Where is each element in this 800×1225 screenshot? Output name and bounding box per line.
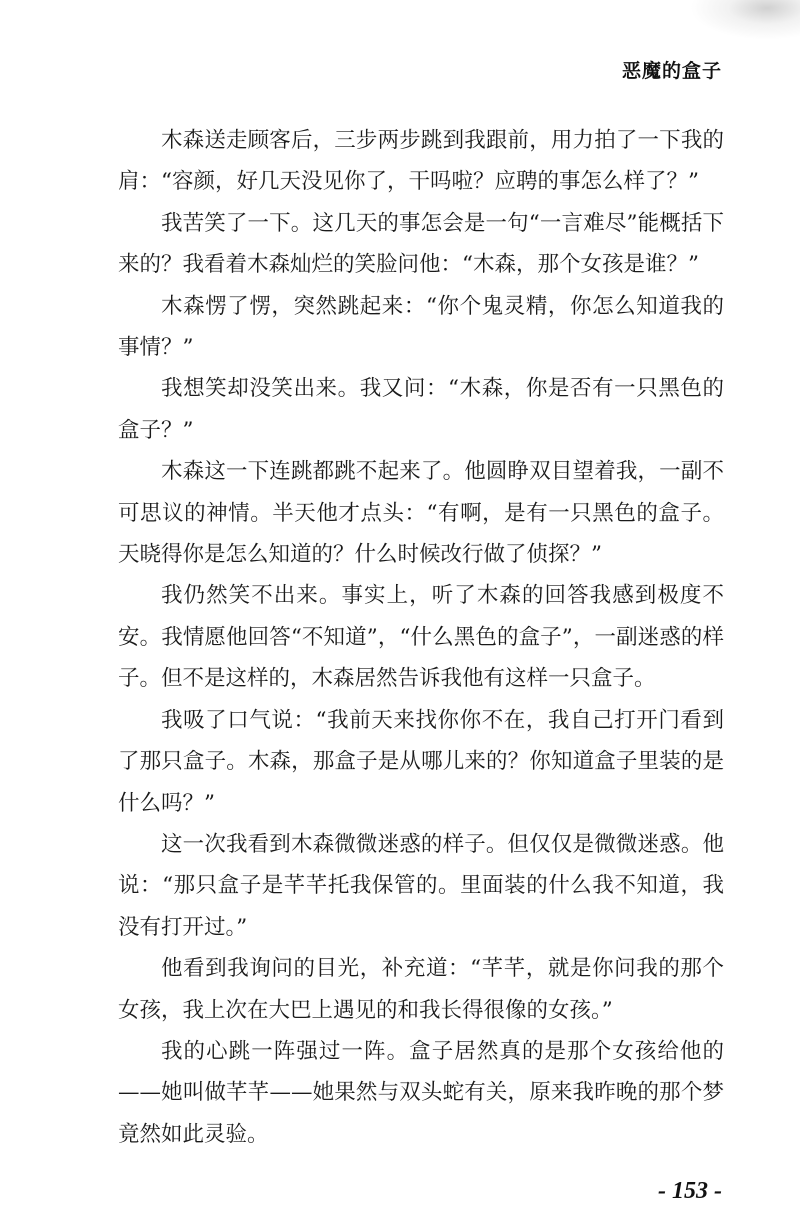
scan-smudge xyxy=(690,0,800,40)
paragraph: 这一次我看到木森微微迷惑的样子。但仅仅是微微迷惑。他说：“那只盒子是芊芊托我保管的。里面装的什么我不知道，我没有打开过。” xyxy=(118,831,724,940)
page-number: - 153 - xyxy=(658,1178,722,1204)
paragraph: 我的心跳一阵强过一阵。盒子居然真的是那个女孩给他的——她叫做芊芊——她果然与双头蛇有关，原来我昨晚的那个梦竟然如此灵验。 xyxy=(118,1038,724,1147)
paragraph: 他看到我询问的目光，补充道：“芊芊，就是你问我的那个女孩，我上次在大巴上遇见的和我长得很像的女孩。” xyxy=(118,956,724,1023)
paragraph: 我吸了口气说：“我前天来找你你不在，我自己打开门看到了那只盒子。木森，那盒子是从哪儿来的？你知道盒子里装的是什么吗？” xyxy=(118,707,724,816)
paragraph: 我苦笑了一下。这几天的事怎会是一句“一言难尽”能概括下来的？我看着木森灿烂的笑脸问他：“木森，那个女孩是谁？” xyxy=(118,210,724,278)
paragraph: 木森这一下连跳都跳不起来了。他圆睁双目望着我，一副不可思议的神情。半天他才点头：“有啊，是有一只黑色的盒子。天晓得你是怎么知道的？什么时候改行做了侦探？” xyxy=(118,459,724,568)
chapter-body xyxy=(118,120,724,1155)
running-header-title: 恶魔的盒子 xyxy=(621,60,722,82)
paragraph: 我仍然笑不出来。事实上，听了木森的回答我感到极度不安。我情愿他回答“不知道”，“什么黑色的盒子”，一副迷惑的样子。但不是这样的，木森居然告诉我他有这样一只盒子。 xyxy=(118,583,724,692)
paragraph: 木森愣了愣，突然跳起来：“你个鬼灵精，你怎么知道我的事情？” xyxy=(118,293,724,361)
paragraph: 我想笑却没笑出来。我又问：“木森，你是否有一只黑色的盒子？” xyxy=(118,376,724,443)
paragraph: 木森送走顾客后，三步两步跳到我跟前，用力拍了一下我的肩：“容颜，好几天没见你了，干吗啦？应聘的事怎么样了？” xyxy=(118,128,724,195)
